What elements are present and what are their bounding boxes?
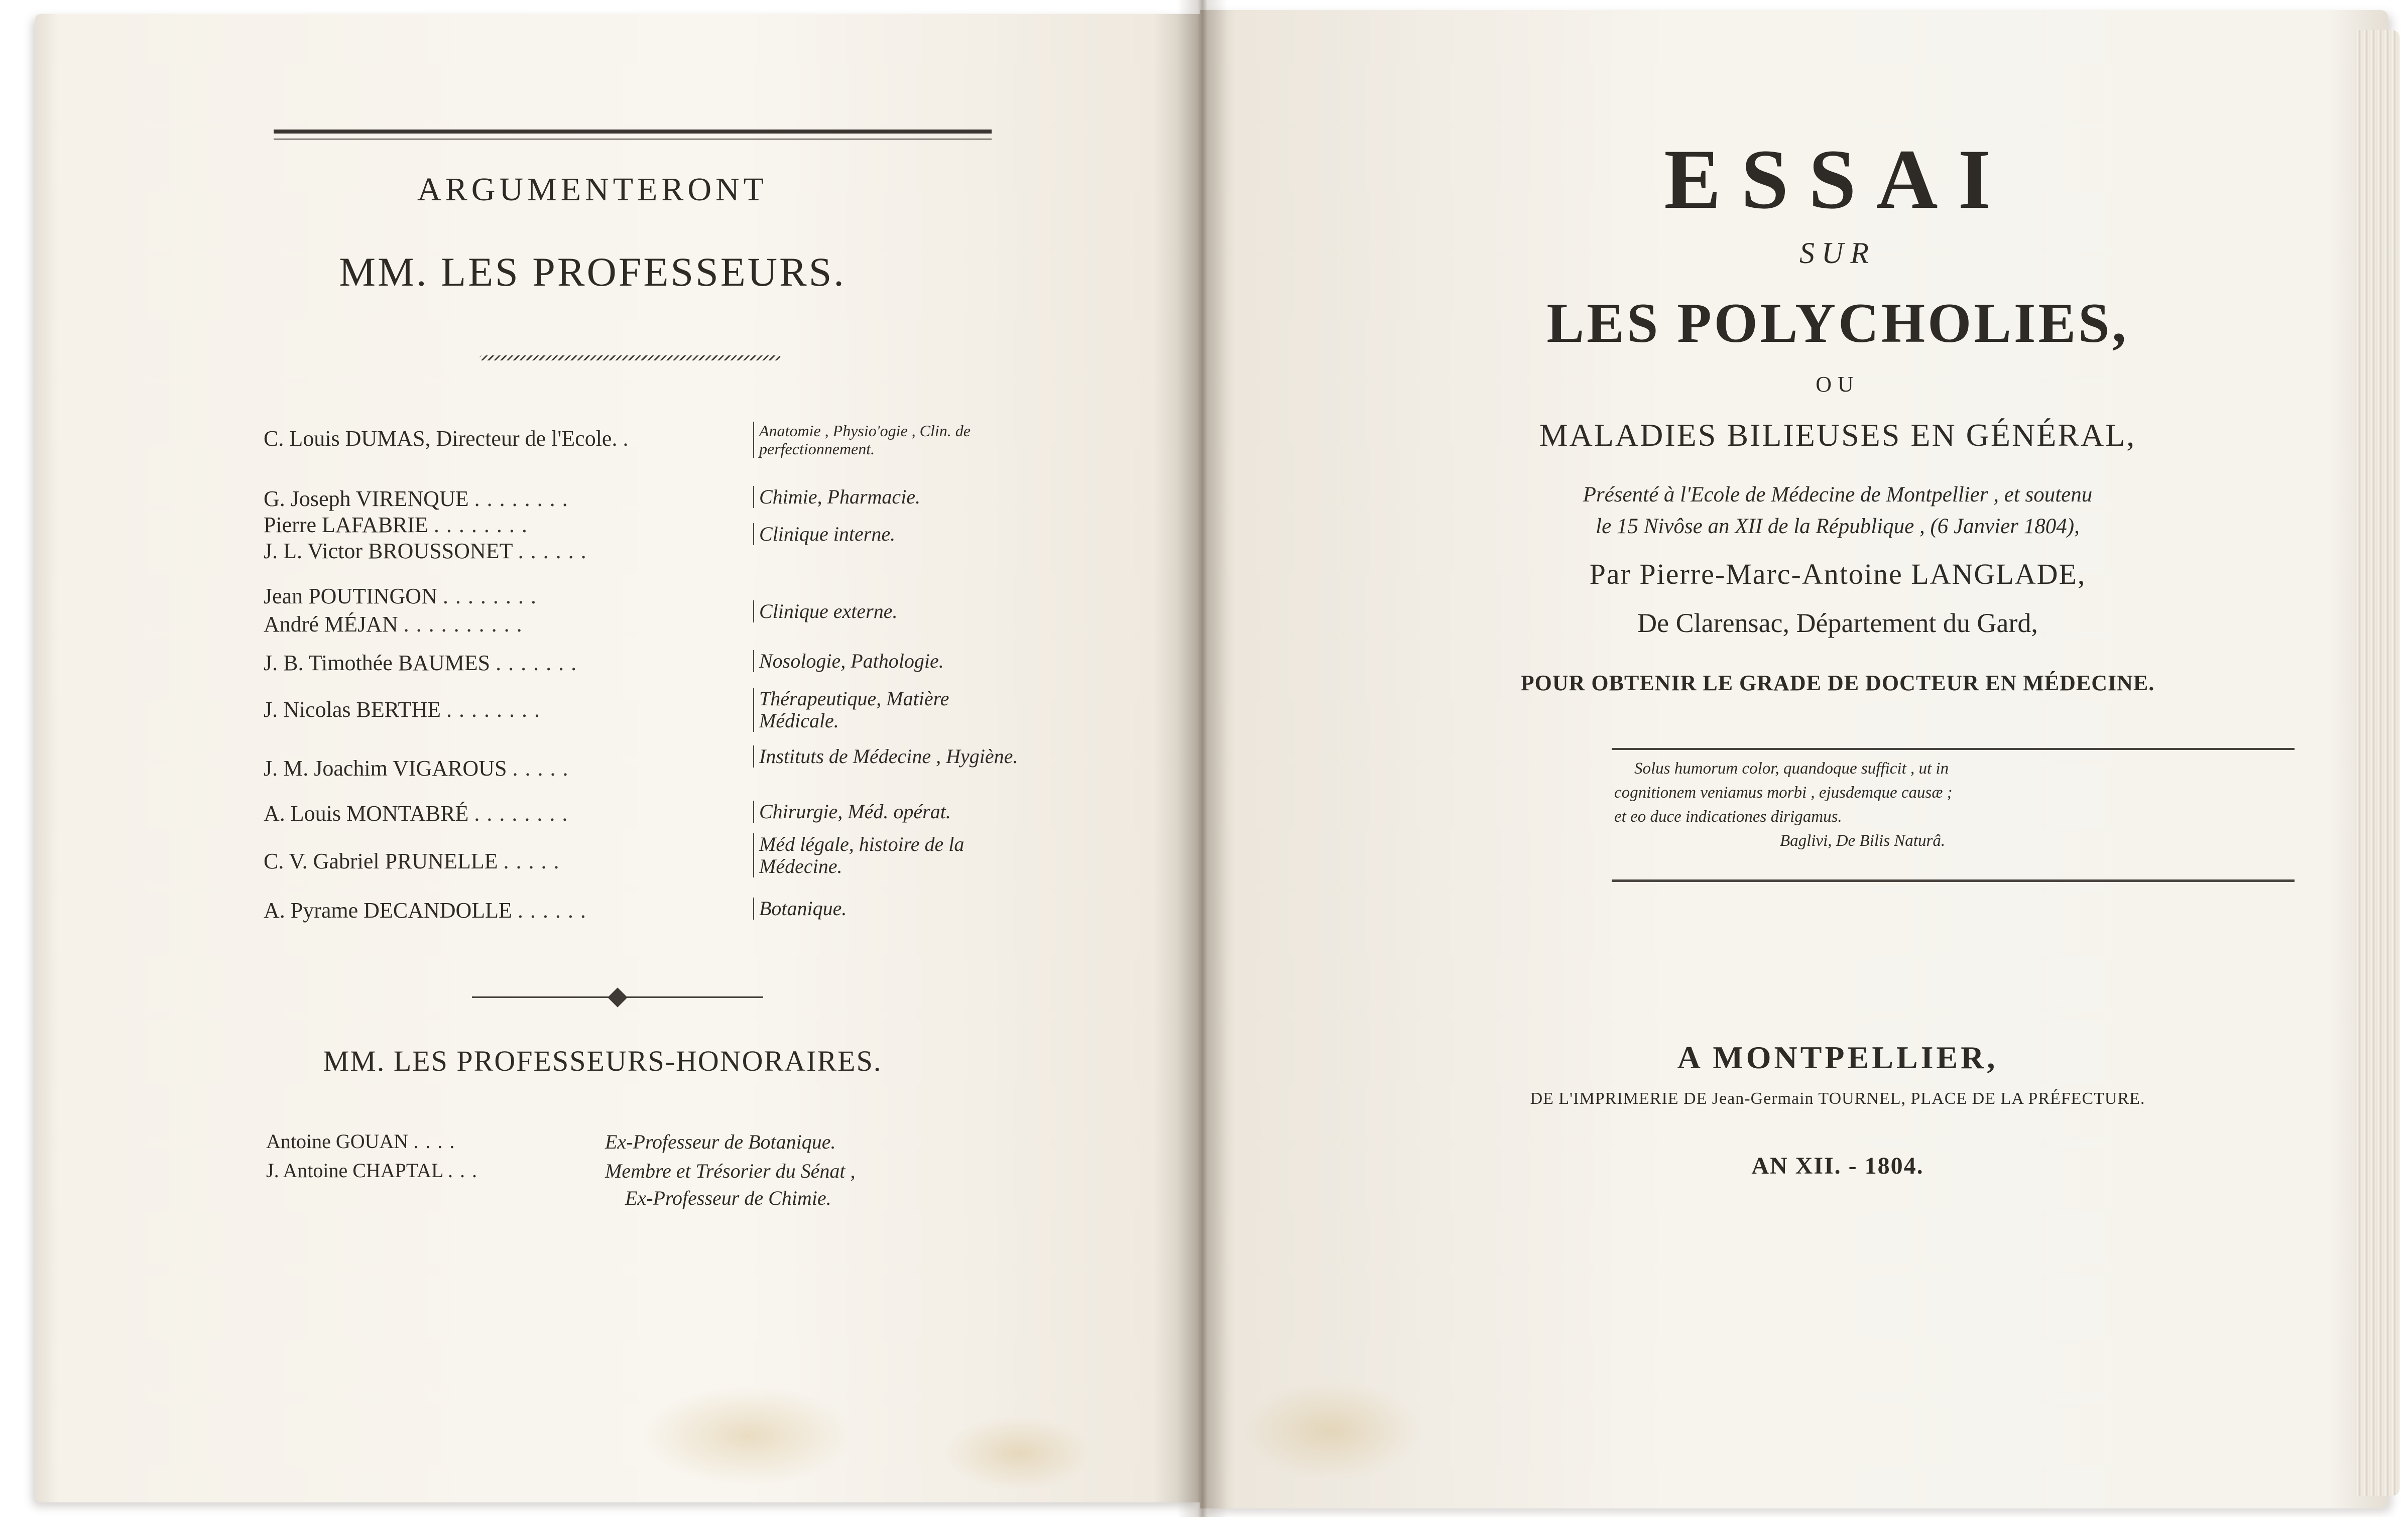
presented-line-2: le 15 Nivôse an XII de la République , (6 Janvier 1804),	[1596, 515, 2080, 538]
honorary-name	[266, 1159, 484, 1182]
wavy-divider	[479, 355, 781, 360]
dot-leader: ........	[442, 584, 543, 608]
professor-name: Jean POUTINGON	[264, 584, 437, 608]
ornament-divider	[472, 996, 763, 998]
dot-leader: ......	[517, 898, 593, 923]
professor-subject: Méd légale, histoire de la Médecine.	[753, 833, 1024, 877]
top-rule	[274, 130, 992, 134]
title-sur: SUR	[1799, 236, 1876, 270]
epigraph-attribution: Baglivi, De Bilis Naturâ.	[1780, 832, 1946, 850]
dot-leader: .	[623, 426, 636, 451]
book-gutter	[1177, 0, 1228, 1517]
title-essai: ESSAI	[1664, 132, 2011, 226]
professor-subject: Instituts de Médecine , Hygiène.	[753, 745, 1024, 768]
top-rule-thin	[274, 139, 992, 140]
professor-name: J. B. Timothée BAUMES	[264, 651, 491, 675]
author-line: Par Pierre-Marc-Antoine LANGLADE,	[1589, 558, 2086, 590]
dot-leader: .....	[512, 756, 575, 781]
professor-name: A. Pyrame DECANDOLLE	[264, 898, 512, 923]
heading-honorary: MM. LES PROFESSEURS-HONORAIRES.	[323, 1045, 882, 1077]
epigraph-line: Solus humorum color, quandoque sufficit , ut in	[1634, 760, 1949, 778]
professor-name: Pierre LAFABRIE	[264, 513, 428, 537]
imprint-printer: DE L'IMPRIMERIE DE Jean-Germain TOURNEL, PLACE DE LA PRÉFECTURE.	[1530, 1089, 2145, 1108]
professor-name: J. M. Joachim VIGAROUS	[264, 756, 507, 781]
dot-leader: .......	[496, 651, 584, 675]
title-subject: LES POLYCHOLIES,	[1546, 292, 2129, 354]
professor-name: A. Louis MONTABRÉ	[264, 801, 469, 826]
professor-name: J. L. Victor BROUSSONET	[264, 539, 513, 563]
professor-subject: Clinique externe.	[753, 600, 1024, 622]
quote-rule-top	[1612, 748, 2295, 750]
professor-subject: Chirurgie, Méd. opérat.	[753, 801, 1024, 823]
dot-leader: ........	[474, 486, 575, 511]
honorary-name-text: J. Antoine CHAPTAL	[266, 1159, 443, 1182]
dot-leader: ..........	[403, 612, 529, 637]
quote-rule-bottom	[1612, 879, 2295, 882]
professor-subject: Clinique interne.	[753, 523, 1024, 545]
honorary-subject: Membre et Trésorier du Sénat ,	[605, 1160, 856, 1182]
degree-line: POUR OBTENIR LE GRADE DE DOCTEUR EN MÉDECINE.	[1520, 671, 2155, 695]
imprint-date: AN XII. - 1804.	[1751, 1153, 1924, 1179]
paper-stain	[944, 1416, 1095, 1491]
heading-professeurs: MM. LES PROFESSEURS.	[339, 249, 846, 295]
paper-stain	[643, 1385, 854, 1486]
professor-subject: Thérapeutique, Matière Médicale.	[753, 688, 1024, 732]
page-edges	[2355, 30, 2400, 1496]
dot-leader: ........	[446, 697, 547, 722]
honorary-name	[266, 1129, 461, 1153]
epigraph-line: cognitionem veniamus morbi , ejusdemque causæ ;	[1614, 784, 1953, 802]
professor-subject: Chimie, Pharmacie.	[753, 486, 1024, 508]
imprint-city: A MONTPELLIER,	[1677, 1040, 1998, 1075]
professor-name: André MÉJAN	[264, 612, 398, 637]
honorary-name-text: Antoine GOUAN	[266, 1130, 409, 1153]
honorary-subject: Ex-Professeur de Botanique.	[605, 1130, 836, 1153]
subtitle: MALADIES BILIEUSES EN GÉNÉRAL,	[1539, 417, 2136, 453]
paper-stain	[1240, 1380, 1421, 1481]
professor-subject: Botanique.	[753, 898, 1024, 920]
professor-name: G. Joseph VIRENQUE	[264, 486, 469, 511]
dot-leader: ......	[518, 539, 593, 563]
dot-leader: .....	[503, 849, 566, 873]
professor-subject: Anatomie , Physio'ogie , Clin. de perfectionnement.	[753, 422, 1024, 458]
professor-name: C. Louis DUMAS, Directeur de l'Ecole.	[264, 426, 618, 451]
origin-line: De Clarensac, Département du Gard,	[1637, 608, 2038, 638]
professor-subject: Nosologie, Pathologie.	[753, 650, 1024, 672]
professor-name: J. Nicolas BERTHE	[264, 697, 441, 722]
dot-leader: ....	[413, 1130, 462, 1153]
dot-leader: ...	[448, 1159, 484, 1182]
honorary-subject: Ex-Professeur de Chimie.	[625, 1187, 831, 1209]
title-ou: OU	[1816, 372, 1860, 397]
epigraph-line: et eo duce indicationes dirigamus.	[1614, 808, 1842, 826]
professor-name: C. V. Gabriel PRUNELLE	[264, 849, 498, 873]
heading-argumenteront: ARGUMENTERONT	[417, 171, 768, 208]
presented-line-1: Présenté à l'Ecole de Médecine de Montpellier , et soutenu	[1583, 483, 2093, 507]
dot-leader: ........	[433, 513, 534, 537]
dot-leader: ........	[474, 801, 575, 826]
